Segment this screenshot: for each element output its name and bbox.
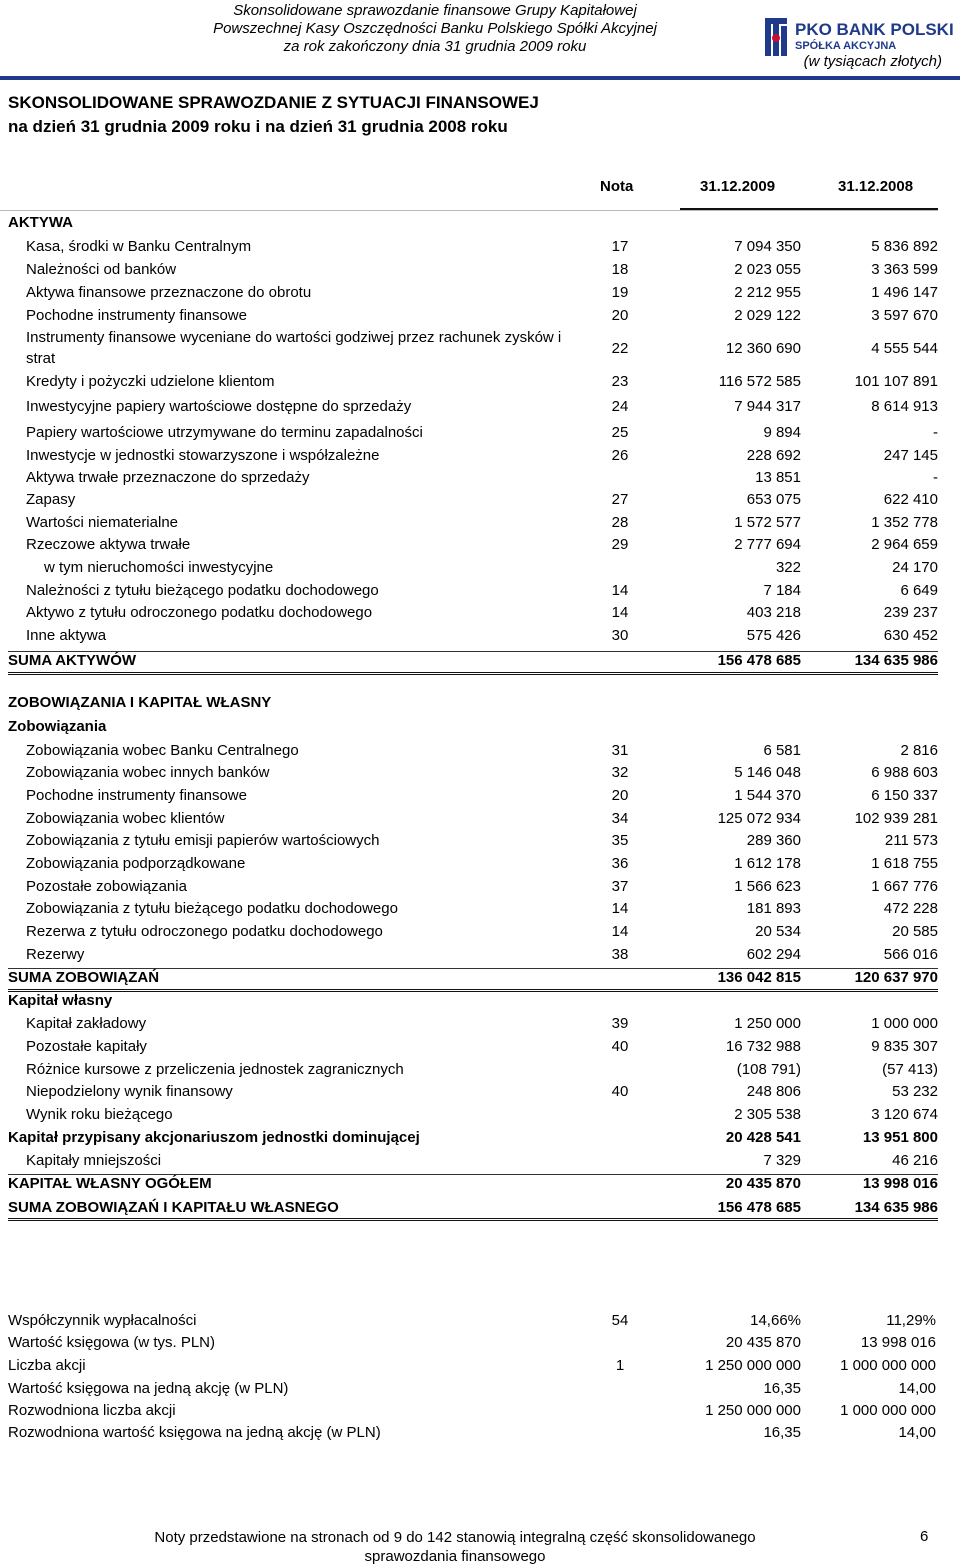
cell-v2: 239 237 — [883, 604, 938, 621]
table-row — [0, 650, 960, 672]
cell-note: 38 — [611, 946, 629, 963]
cell-v1: 248 806 — [746, 1083, 801, 1100]
cell-label: Niepodzielony wynik finansowy — [26, 1083, 233, 1100]
cell-note: 14 — [611, 604, 629, 621]
stat-v2: 13 998 016 — [860, 1334, 936, 1351]
cell-v1: 125 072 934 — [717, 810, 801, 827]
cell-label: Rezerwa z tytułu odroczonego podatku dochodowego — [26, 923, 383, 940]
cell-v1: 13 851 — [755, 469, 801, 486]
cell-v2: 472 228 — [883, 900, 938, 917]
cell-v2: 1 618 755 — [871, 855, 938, 872]
cell-note: 18 — [611, 261, 629, 278]
cell-v2: 20 585 — [892, 923, 938, 940]
cell-v1: 2 029 122 — [734, 307, 801, 324]
table-row — [0, 740, 960, 762]
cell-label: ZOBOWIĄZANIA I KAPITAŁ WŁASNY — [8, 694, 272, 711]
cell-label: Aktywa finansowe przeznaczone do obrotu — [26, 284, 312, 301]
table-row — [0, 785, 960, 807]
stats-row — [0, 1310, 960, 1332]
table-row — [0, 990, 960, 1012]
stat-v1: 16,35 — [763, 1424, 801, 1441]
cell-note: 29 — [611, 536, 629, 553]
header-underline-thin — [0, 210, 938, 211]
cell-label: Zobowiązania — [8, 718, 107, 735]
table-row — [0, 1104, 960, 1126]
cell-v1: 20 435 870 — [725, 1175, 801, 1192]
cell-v2: 1 667 776 — [871, 878, 938, 895]
table-row — [0, 557, 960, 579]
stat-label: Współczynnik wypłacalności — [8, 1312, 197, 1329]
table-row — [0, 236, 960, 258]
cell-v2: 6 649 — [900, 582, 938, 599]
cell-label: Należności z tytułu bieżącego podatku dochodowego — [26, 582, 379, 599]
sum-liabilities-top-line — [8, 968, 938, 969]
cell-label: Pochodne instrumenty finansowe — [26, 307, 247, 324]
cell-label: Wartości niematerialne — [26, 514, 178, 531]
stat-v2: 1 000 000 000 — [840, 1357, 936, 1374]
table-row — [0, 625, 960, 647]
table-row — [0, 853, 960, 875]
cell-note: 36 — [611, 855, 629, 872]
cell-v1: 653 075 — [746, 491, 801, 508]
cell-v1: 156 478 685 — [717, 1199, 801, 1216]
cell-v1: 6 581 — [763, 742, 801, 759]
cell-label: Kapitał przypisany akcjonariuszom jednostki dominującej — [8, 1129, 420, 1146]
stat-label: Rozwodniona wartość księgowa na jedną akcję (w PLN) — [8, 1424, 381, 1441]
cell-v2: 101 107 891 — [854, 373, 938, 390]
stat-label: Wartość księgowa (w tys. PLN) — [8, 1334, 215, 1351]
table-row — [0, 580, 960, 602]
cell-v2: 1 000 000 — [871, 1015, 938, 1032]
stat-label: Wartość księgowa na jedną akcję (w PLN) — [8, 1380, 289, 1397]
cell-label: Zobowiązania podporządkowane — [26, 855, 246, 872]
table-row — [0, 1036, 960, 1058]
cell-note: 26 — [611, 447, 629, 464]
cell-label: Kapitały mniejszości — [26, 1152, 162, 1169]
table-row — [0, 327, 960, 371]
cell-v1: 2 212 955 — [734, 284, 801, 301]
cell-v2: 211 573 — [884, 832, 938, 849]
table-row — [0, 422, 960, 444]
table-row — [0, 944, 960, 966]
header-line-1: Skonsolidowane sprawozdanie finansowe Grupy Kapitałowej — [233, 2, 637, 19]
table-row — [0, 716, 960, 738]
cell-v2: 622 410 — [883, 491, 938, 508]
cell-note: 22 — [611, 340, 629, 357]
cell-v2: 120 637 970 — [854, 969, 938, 986]
table-row — [0, 1059, 960, 1081]
stat-v2: 11,29% — [886, 1312, 936, 1329]
cell-v1: 1 612 178 — [734, 855, 801, 872]
cell-label: Inwestycje w jednostki stowarzyszone i współzależne — [26, 447, 380, 464]
cell-v1: 7 094 350 — [734, 238, 801, 255]
table-row — [0, 921, 960, 943]
table-row — [0, 898, 960, 920]
stats-row — [0, 1400, 960, 1422]
cell-label: Zobowiązania wobec innych banków — [26, 764, 270, 781]
table-row — [0, 212, 960, 234]
header-rule — [0, 76, 960, 80]
cell-label: Różnice kursowe z przeliczenia jednostek zagranicznych — [26, 1061, 404, 1078]
report-title: SKONSOLIDOWANE SPRAWOZDANIE Z SYTUACJI FINANSOWEJ — [8, 93, 539, 112]
cell-label: Aktywo z tytułu odroczonego podatku dochodowego — [26, 604, 373, 621]
cell-v1: 16 732 988 — [725, 1038, 801, 1055]
cell-v1: 602 294 — [746, 946, 801, 963]
table-row — [0, 967, 960, 989]
cell-note: 32 — [611, 764, 629, 781]
cell-label: SUMA AKTYWÓW — [8, 652, 137, 669]
cell-v2: 9 835 307 — [871, 1038, 938, 1055]
cell-label: Instrumenty finansowe wyceniane do wartości godziwej przez rachunek zysków i strat — [26, 329, 562, 367]
cell-label: Zobowiązania z tytułu emisji papierów wartościowych — [26, 832, 380, 849]
cell-v1: 7 184 — [763, 582, 801, 599]
cell-v1: 2 777 694 — [734, 536, 801, 553]
cell-v2: 8 614 913 — [871, 398, 938, 415]
cell-v1: 181 893 — [746, 900, 801, 917]
table-row — [0, 808, 960, 830]
cell-note: 17 — [611, 238, 629, 255]
cell-v1: 2 305 538 — [734, 1106, 801, 1123]
cell-v2: 134 635 986 — [854, 1199, 938, 1216]
page-number: 6 — [920, 1528, 929, 1545]
sum-liabilities-double-line — [8, 989, 938, 992]
cell-note: 37 — [611, 878, 629, 895]
cell-note: 40 — [611, 1038, 629, 1055]
cell-label: w tym nieruchomości inwestycyjne — [44, 559, 274, 576]
header-line-2: Powszechnej Kasy Oszczędności Banku Polskiego Spółki Akcyjnej — [213, 20, 657, 37]
cell-v2: 2 816 — [900, 742, 938, 759]
cell-v2: 5 836 892 — [871, 238, 938, 255]
cell-v1: 116 572 585 — [718, 373, 801, 390]
cell-v2: 3 363 599 — [871, 261, 938, 278]
cell-label: KAPITAŁ WŁASNY OGÓŁEM — [8, 1175, 212, 1192]
cell-label: Pozostałe zobowiązania — [26, 878, 187, 895]
cell-v1: 228 692 — [746, 447, 801, 464]
equity-total-top-line — [8, 1174, 938, 1175]
report-subtitle: na dzień 31 grudnia 2009 roku i na dzień 31 grudnia 2008 roku — [8, 117, 508, 136]
cell-v2: 24 170 — [892, 559, 938, 576]
cell-label: Kredyty i pożyczki udzielone klientom — [26, 373, 275, 390]
cell-v1: 5 146 048 — [734, 764, 801, 781]
cell-note: 24 — [611, 398, 629, 415]
cell-v2: 6 150 337 — [871, 787, 938, 804]
table-row — [0, 602, 960, 624]
table-row — [0, 512, 960, 534]
stat-v1: 1 250 000 000 — [705, 1357, 801, 1374]
cell-label: Papiery wartościowe utrzymywane do terminu zapadalności — [26, 424, 423, 441]
grand-total-double-line — [8, 1218, 938, 1221]
cell-v1: 7 944 317 — [734, 398, 801, 415]
cell-label: SUMA ZOBOWIĄZAŃ I KAPITAŁU WŁASNEGO — [8, 1199, 339, 1216]
cell-label: Aktywa trwałe przeznaczone do sprzedaży — [26, 469, 310, 486]
table-row — [0, 1173, 960, 1195]
stat-v1: 16,35 — [763, 1380, 801, 1397]
table-row — [0, 1013, 960, 1035]
cell-label: Inne aktywa — [26, 627, 107, 644]
sum-assets-top-line — [8, 651, 938, 652]
cell-v1: 156 478 685 — [717, 652, 801, 669]
cell-label: Kapitał zakładowy — [26, 1015, 147, 1032]
cell-v2: 247 145 — [883, 447, 938, 464]
cell-v2: 566 016 — [883, 946, 938, 963]
table-row — [0, 445, 960, 467]
cell-note: 35 — [611, 832, 629, 849]
cell-v2: 630 452 — [883, 627, 938, 644]
cell-v2: 46 216 — [892, 1152, 938, 1169]
cell-v1: 9 894 — [763, 424, 801, 441]
stat-label: Liczba akcji — [8, 1357, 86, 1374]
cell-label: SUMA ZOBOWIĄZAŃ — [8, 969, 160, 986]
cell-label: Zobowiązania wobec klientów — [26, 810, 225, 827]
sum-assets-double-line — [8, 672, 938, 675]
cell-v1: 2 023 055 — [734, 261, 801, 278]
stat-v2: 14,00 — [898, 1424, 936, 1441]
cell-v1: 136 042 815 — [717, 969, 801, 986]
cell-label: Zapasy — [26, 491, 76, 508]
logo-text: PKO BANK POLSKI — [795, 20, 954, 39]
cell-label: Kasa, środki w Banku Centralnym — [26, 238, 252, 255]
pko-logo — [763, 16, 960, 58]
stats-row — [0, 1355, 960, 1377]
stats-row — [0, 1332, 960, 1354]
header-line-3: za rok zakończony dnia 31 grudnia 2009 roku — [283, 38, 587, 55]
cell-note: 14 — [611, 900, 629, 917]
footer-note: Noty przedstawione na stronach od 9 do 142 stanowią integralną część skonsolidowanego sprawozdania finansowego — [154, 1529, 756, 1565]
cell-v2: 1 496 147 — [871, 284, 938, 301]
table-row — [0, 1127, 960, 1149]
cell-note: 39 — [611, 1015, 629, 1032]
cell-note: 25 — [611, 424, 629, 441]
cell-v2: 134 635 986 — [854, 652, 938, 669]
cell-label: Należności od banków — [26, 261, 177, 278]
cell-v1: 322 — [775, 559, 801, 576]
cell-v2: 53 232 — [892, 1083, 938, 1100]
cell-v1: 20 534 — [755, 923, 801, 940]
cell-v1: 20 428 541 — [725, 1129, 801, 1146]
table-row — [0, 762, 960, 784]
col-header-2009: 31.12.2009 — [700, 178, 776, 195]
table-row — [0, 489, 960, 511]
cell-v2: 102 939 281 — [854, 810, 938, 827]
cell-v1: 12 360 690 — [725, 340, 801, 357]
cell-v2: (57 413) — [882, 1061, 938, 1078]
table-row — [0, 876, 960, 898]
table-row — [0, 305, 960, 327]
stat-label: Rozwodniona liczba akcji — [8, 1402, 176, 1419]
table-row — [0, 830, 960, 852]
cell-note: 14 — [611, 582, 629, 599]
cell-note: 20 — [611, 307, 629, 324]
cell-note: 23 — [611, 373, 629, 390]
stat-v1: 1 250 000 000 — [705, 1402, 801, 1419]
cell-v2: 1 352 778 — [871, 514, 938, 531]
cell-v1: 1 566 623 — [734, 878, 801, 895]
cell-v1: 7 329 — [763, 1152, 801, 1169]
table-row — [0, 692, 960, 714]
cell-label: Pochodne instrumenty finansowe — [26, 787, 247, 804]
table-row — [0, 467, 960, 489]
cell-note: 14 — [611, 923, 629, 940]
cell-label: Inwestycyjne papiery wartościowe dostępne do sprzedaży — [26, 398, 412, 415]
table-row — [0, 282, 960, 304]
col-header-note: Nota — [600, 178, 634, 195]
cell-note: 40 — [611, 1083, 629, 1100]
cell-label: Wynik roku bieżącego — [26, 1106, 173, 1123]
cell-v2: 4 555 544 — [871, 340, 938, 357]
cell-label: Rezerwy — [26, 946, 85, 963]
stats-row — [0, 1378, 960, 1400]
stat-v2: 1 000 000 000 — [840, 1402, 936, 1419]
cell-v1: 1 572 577 — [734, 514, 801, 531]
cell-label: AKTYWA — [8, 214, 73, 231]
cell-label: Zobowiązania wobec Banku Centralnego — [26, 742, 299, 759]
cell-v2: 3 120 674 — [871, 1106, 938, 1123]
cell-v1: 289 360 — [746, 832, 801, 849]
cell-v1: 1 250 000 — [734, 1015, 801, 1032]
cell-v2: 2 964 659 — [871, 536, 938, 553]
cell-label: Zobowiązania z tytułu bieżącego podatku dochodowego — [26, 900, 398, 917]
cell-label: Rzeczowe aktywa trwałe — [26, 536, 191, 553]
cell-v2: 13 998 016 — [862, 1175, 938, 1192]
cell-note: 31 — [611, 742, 629, 759]
table-row — [0, 1081, 960, 1103]
col-header-2008: 31.12.2008 — [838, 178, 914, 195]
table-row — [0, 1150, 960, 1172]
cell-label: Kapitał własny — [8, 992, 113, 1009]
stat-v2: 14,00 — [898, 1380, 936, 1397]
cell-v2: 3 597 670 — [871, 307, 938, 324]
table-row — [0, 259, 960, 281]
units-label: (w tysiącach złotych) — [803, 53, 942, 70]
table-row — [0, 1197, 960, 1219]
cell-v2: - — [933, 469, 938, 486]
stat-v1: 14,66% — [750, 1312, 801, 1329]
cell-label: Pozostałe kapitały — [26, 1038, 147, 1055]
cell-v2: 13 951 800 — [862, 1129, 938, 1146]
logo-subtext: SPÓŁKA AKCYJNA — [795, 40, 897, 52]
cell-v2: - — [933, 424, 938, 441]
cell-v1: 1 544 370 — [734, 787, 801, 804]
cell-note: 28 — [611, 514, 629, 531]
cell-v1: 403 218 — [746, 604, 801, 621]
cell-note: 30 — [611, 627, 629, 644]
stat-note: 1 — [615, 1357, 625, 1374]
table-row — [0, 371, 960, 393]
cell-note: 20 — [611, 787, 629, 804]
cell-v1: (108 791) — [736, 1061, 801, 1078]
cell-v2: 6 988 603 — [871, 764, 938, 781]
cell-note: 27 — [611, 491, 629, 508]
stat-v1: 20 435 870 — [725, 1334, 801, 1351]
cell-v1: 575 426 — [746, 627, 801, 644]
table-row — [0, 396, 960, 418]
table-row — [0, 534, 960, 556]
cell-note: 34 — [611, 810, 629, 827]
cell-note: 19 — [611, 284, 629, 301]
stats-row — [0, 1422, 960, 1444]
stat-note: 54 — [611, 1312, 629, 1329]
